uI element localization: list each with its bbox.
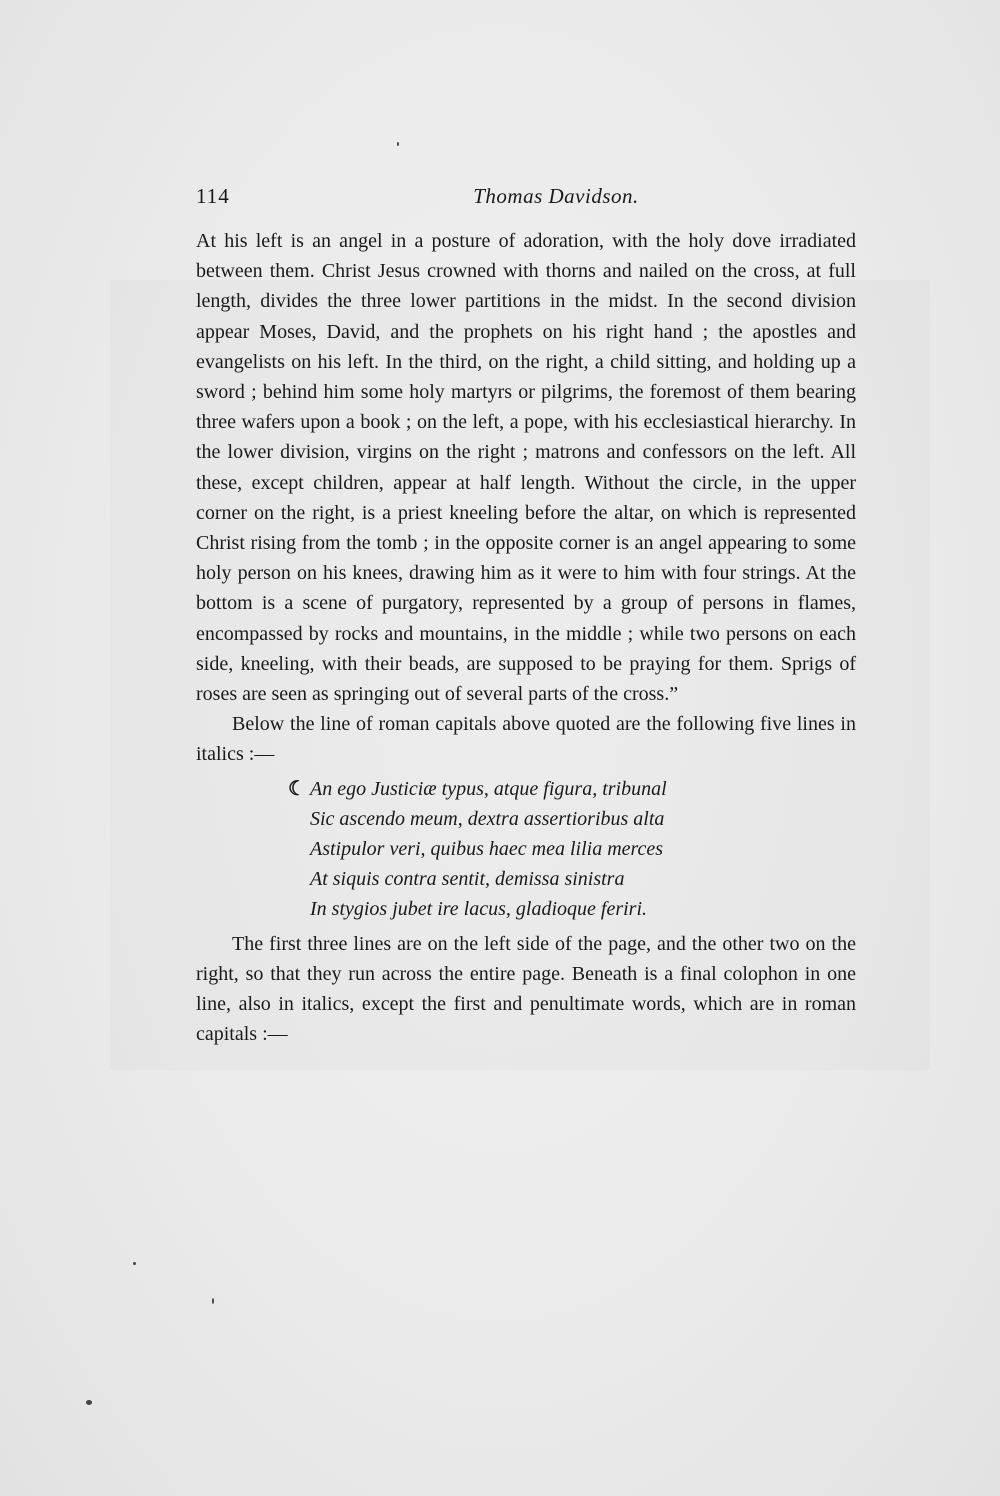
paper-speck xyxy=(212,1298,214,1304)
running-head: Thomas Davidson. xyxy=(473,184,639,208)
verse-line: Astipulor veri, quibus haec mea lilia merces xyxy=(310,838,664,861)
page-number: 114 xyxy=(196,184,230,208)
paragraph-mark-icon: ☾ xyxy=(288,777,306,800)
page-header xyxy=(196,184,856,216)
verse-line: Sic ascendo meum, dextra assertioribus alta xyxy=(310,807,665,830)
paper-speck xyxy=(397,142,399,146)
paragraph-colophon-note: The first three lines are on the left side of the page, and the other two on the right, so that they run across the entire page. Beneath is a final colophon in one line, also in italics, except the first and penultimate words, which are in roman capitals :— xyxy=(196,932,856,1046)
body-text xyxy=(196,226,856,1049)
paper-speck xyxy=(133,1262,136,1265)
paragraph-description: At his left is an angel in a posture of adoration, with the holy dove irradiated between them. Christ Jesus crowned with thorns and nailed on the cross, at full length, divides the three lower partitions in the midst. In the second division appear Moses, David, and the prophets on his right hand ; the apostles and evangelists on his left. In the third, on the right, a child sitting, and holding up a sword ; behind him some holy martyrs or pilgrims, the foremost of them bearing three wafers upon a book ; on the left, a pope, with his ecclesiastical hierarchy. In the lower division, virgins on the right ; matrons and confessors on the left. All these, except children, appear at half length. Without the circle, in the upper corner on the right, is a priest kneeling before the altar, on which is represented Christ rising from the tomb ; in the opposite corner is an angel appearing to some holy person on his knees, drawing him as it were to him with four strings. At the bottom is a scene of purgatory, represented by a group of persons in flames, encompassed by rocks and mountains, in the middle ; while two persons on each side, kneeling, with their beads, are supposed to be praying for them. Sprigs of roses are seen as springing out of several parts of the cross.” xyxy=(196,230,856,706)
verse-line: In stygios jubet ire lacus, gladioque feriri. xyxy=(310,898,648,921)
verse-line xyxy=(288,774,856,804)
paragraph-intro-verse: Below the line of roman capitals above quoted are the following five lines in italics :— xyxy=(196,713,856,766)
latin-verse xyxy=(288,774,856,925)
paper-speck xyxy=(86,1400,92,1405)
verse-line-text: An ego Justiciæ typus, atque figura, tribunal xyxy=(310,777,667,800)
verse-line: At siquis contra sentit, demissa sinistra xyxy=(310,868,625,891)
